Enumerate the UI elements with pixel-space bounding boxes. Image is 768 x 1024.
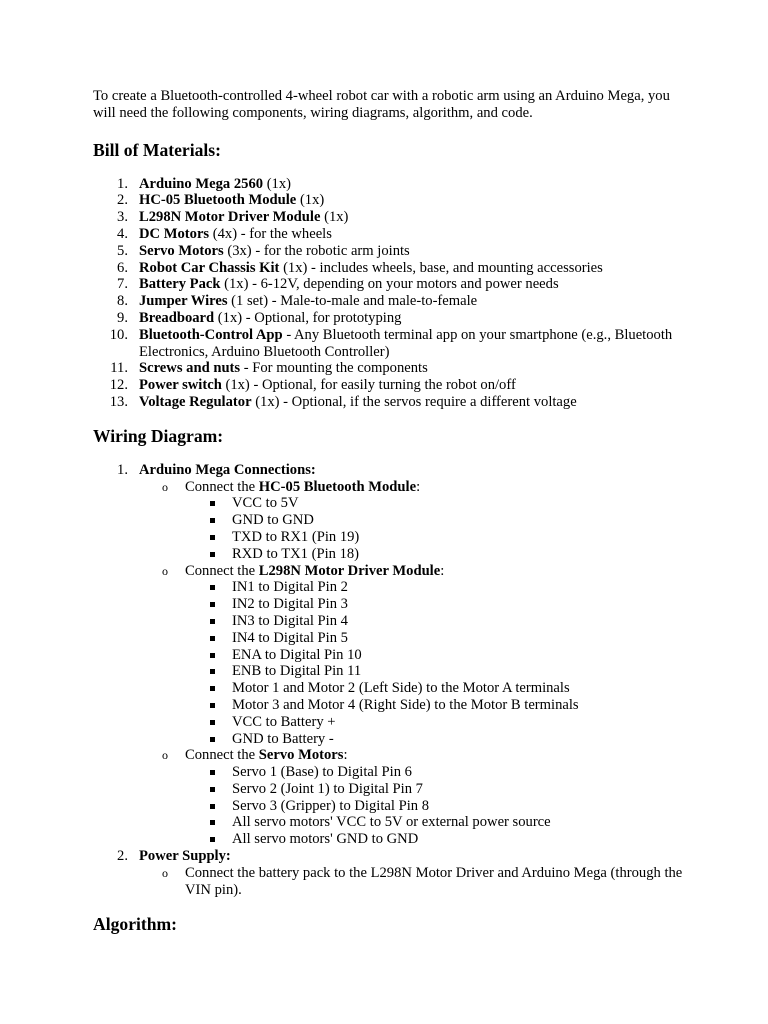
connection-group-servos: o Connect the Servo Motors: Servo 1 (Base) to Digital Pin 6 Servo 2 (Joint 1) to Digital Pin 7 Servo 3 (Gripper) to Digital Pin 8 All servo motors' VCC to 5V or external power source All servo motors' GND to GND xyxy=(139,747,693,848)
connection-group-motor-driver: o Connect the L298N Motor Driver Module: IN1 to Digital Pin 2 IN2 to Digital Pin 3 IN3 to Digital Pin 4 IN4 to Digital Pin 5 ENA to Digital Pin 10 ENB to Digital Pin 11 Motor 1 and Motor 2 (Left Side) to the Motor A terminals Motor 3 and Motor 4 (Right Side) to the Motor B terminals VCC to Battery + GND to Battery - xyxy=(139,563,693,748)
list-item: 2. Power Supply: o Connect the battery pack to the L298N Motor Driver and Arduino Mega (through the VIN pin). xyxy=(93,848,693,898)
list-item: Motor 3 and Motor 4 (Right Side) to the Motor B terminals xyxy=(185,697,693,714)
list-item: RXD to TX1 (Pin 18) xyxy=(185,546,693,563)
list-item: GND to GND xyxy=(185,512,693,529)
algorithm-heading: Algorithm: xyxy=(93,914,178,935)
pin-list xyxy=(185,579,693,747)
list-item: 6. Robot Car Chassis Kit (1x) - includes wheels, base, and mounting accessories xyxy=(117,259,603,276)
connection-groups xyxy=(139,479,693,849)
pin-list xyxy=(185,495,693,562)
list-item: Servo 2 (Joint 1) to Digital Pin 7 xyxy=(185,781,693,798)
list-item: 8. Jumper Wires (1 set) - Male-to-male and male-to-female xyxy=(117,293,478,310)
list-item: 9. Breadboard (1x) - Optional, for prototyping xyxy=(117,309,402,326)
wiring-diagram-heading: Wiring Diagram: xyxy=(93,425,224,446)
list-item: 5. Servo Motors (3x) - for the robotic arm joints xyxy=(117,242,410,259)
list-item: ENA to Digital Pin 10 xyxy=(185,647,693,664)
list-item: IN1 to Digital Pin 2 xyxy=(185,579,693,596)
list-item: 13. Voltage Regulator (1x) - Optional, if the servos require a different voltage xyxy=(109,393,577,410)
list-item: 1. Arduino Mega 2560 (1x) xyxy=(117,175,292,192)
bill-of-materials-list xyxy=(93,176,693,411)
list-item: TXD to RX1 (Pin 19) xyxy=(185,529,693,546)
list-item: 4. DC Motors (4x) - for the wheels xyxy=(117,225,332,242)
connection-group-bluetooth: o Connect the HC-05 Bluetooth Module: VCC to 5V GND to GND TXD to RX1 (Pin 19) RXD to TX1 (Pin 18) xyxy=(139,479,693,563)
list-item: 7. Battery Pack (1x) - 6-12V, depending on your motors and power needs xyxy=(117,276,559,293)
power-supply-details xyxy=(139,865,693,899)
list-item: All servo motors' GND to GND xyxy=(185,831,693,848)
list-item: 2. HC-05 Bluetooth Module (1x) xyxy=(117,192,325,209)
intro-paragraph: To create a Bluetooth-controlled 4-wheel robot car with a robotic arm using an Arduino Mega, you will need the following components, wiring diagrams, algorithm, and code. xyxy=(93,88,670,121)
bill-of-materials-heading: Bill of Materials: xyxy=(93,139,222,160)
pin-list xyxy=(185,764,693,848)
list-item: Motor 1 and Motor 2 (Left Side) to the Motor A terminals xyxy=(185,680,693,697)
list-item: VCC to 5V xyxy=(185,495,693,512)
list-item: Servo 1 (Base) to Digital Pin 6 xyxy=(185,764,693,781)
list-item: Servo 3 (Gripper) to Digital Pin 8 xyxy=(185,798,693,815)
list-item: 11. Screws and nuts - For mounting the components xyxy=(110,360,428,377)
list-item: GND to Battery - xyxy=(185,731,693,748)
list-item: 3. L298N Motor Driver Module (1x) xyxy=(117,209,349,226)
list-item: All servo motors' VCC to 5V or external power source xyxy=(185,814,693,831)
document-body xyxy=(93,88,693,934)
list-item: IN3 to Digital Pin 4 xyxy=(185,613,693,630)
list-item: 12. Power switch (1x) - Optional, for easily turning the robot on/off xyxy=(109,377,516,394)
list-item: 10. Bluetooth-Control App - Any Bluetooth terminal app on your smartphone (e.g., Bluetooth Electronics, Arduino Bluetooth Controller) xyxy=(109,326,673,360)
wiring-list xyxy=(93,462,693,899)
list-item: IN2 to Digital Pin 3 xyxy=(185,596,693,613)
list-item: o Connect the battery pack to the L298N Motor Driver and Arduino Mega (through the VIN pin). xyxy=(162,864,683,898)
list-item: IN4 to Digital Pin 5 xyxy=(185,630,693,647)
list-item: ENB to Digital Pin 11 xyxy=(185,663,693,680)
list-item: 1. Arduino Mega Connections: o Connect the HC-05 Bluetooth Module: VCC to 5V GND to GND TXD to RX1 (Pin 19) RXD to TX1 (Pin 18) o Connect the L298N Motor Driver Module: IN1 to Digital Pin 2 IN2 to Digital Pin 3 IN3 to Digital Pin 4 IN4 to Digital Pin 5 ENA to Digital Pin 10 ENB to Digital Pin 11 Motor 1 and Motor 2 (Left Side) to the Motor A terminals Motor 3 and Motor 4 (Right Side) to the Motor B terminals VCC to Battery + GND to Battery - o Connect the Servo Motors: Servo 1 (Base) to Digital Pin 6 Servo 2 (Joint 1) to Digital Pin 7 Servo 3 (Gripper) to Digital Pin 8 All servo motors' VCC to 5V or external power source All servo motors' GND to GND xyxy=(93,462,693,848)
list-item: VCC to Battery + xyxy=(185,714,693,731)
